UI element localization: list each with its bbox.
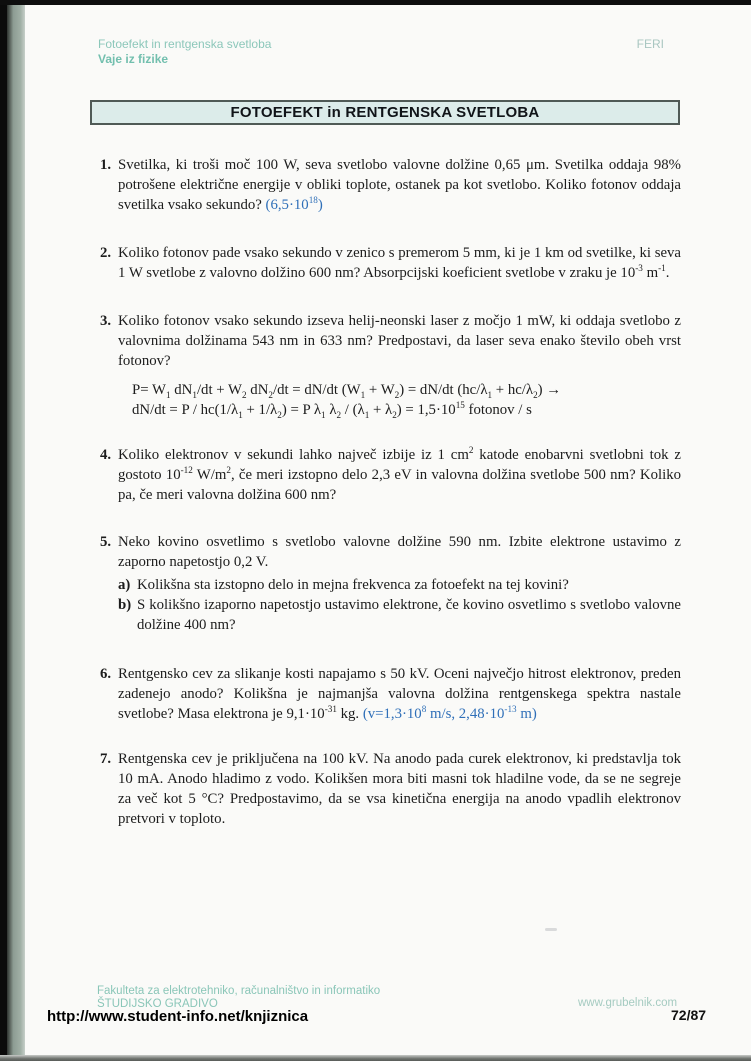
problem-text: Koliko fotonov pade vsako sekundo v zenico s premerom 5 mm, ki je 1 km od svetilke, ki seva 1 W svetlobe z valovno dolžino 600 nm? Absorpcijski koeficient svetlobe v zraku je $10^{-3}$ $m^{-1}$. <box>118 245 681 281</box>
subitem-label: b) <box>118 597 132 613</box>
problem-2 <box>100 243 681 283</box>
problem-number: 7. <box>100 751 112 767</box>
problem-number: 2. <box>100 245 112 261</box>
problem-number: 1. <box>100 157 112 173</box>
problem-4 <box>100 445 681 505</box>
subitem-label: a) <box>118 577 131 593</box>
scan-frame-left <box>0 0 7 1061</box>
footer-site: www.grubelnik.com <box>578 997 678 1009</box>
problem-5-subitem-a <box>118 575 681 595</box>
problem-text: Koliko fotonov vsako sekundo izseva helij-neonski laser z močjo 1 mW, ki oddaja svetlobo z valovnima dolžinama 543 nm in 633 nm? Predpostavi, da laser seva enako število obeh vrst fotonov? <box>118 313 681 369</box>
page-number: 72/87 <box>671 1007 707 1023</box>
problem-list <box>100 155 681 829</box>
problem-number: 3. <box>100 313 112 329</box>
problem-1 <box>100 155 681 215</box>
page-header <box>98 37 664 66</box>
formula-line: $dN/dt = P / hc(1/\lambda_1 + 1/\lambda_2) = P$ $\lambda_1$ $\lambda_2 / (\lambda_1 + \lambda_2) = 1,5\cdot 10^{15}$ fotonov / s <box>132 400 532 420</box>
footer-faculty: Fakulteta za elektrotehniko, računalništvo in informatiko <box>97 985 381 997</box>
scan-smudge <box>545 928 557 931</box>
problem-5-subitem-b <box>118 595 681 635</box>
problem-6 <box>100 664 681 724</box>
formula-line: $P= W_1$ $dN_1/dt + W_2$ $dN_2/dt = dN/dt$ $(W_1 + W_2) = dN/dt$ $(hc/\lambda_1 + hc/\lambda_2)$ → <box>132 382 562 400</box>
problem-number: 6. <box>100 666 112 682</box>
header-institution: FERI <box>636 37 664 51</box>
scan-frame-bottom <box>0 1055 751 1061</box>
problem-number: 4. <box>100 447 112 463</box>
problem-3-solution-formula <box>132 380 681 420</box>
problem-text: Rentgenska cev je priključena na 100 kV. Na anodo pada curek elektronov, ki predstavlja tok 10 mA. Anodo hladimo z vodo. Kolikšen mora biti masni tok hladilne vode, da se ne segreje za več kot 5 °C? Predpostavimo, da se vsa kinetična energija na anodo vpadlih elektronov pretvori v toploto. <box>118 751 681 827</box>
page-title: FOTOEFEKT in RENTGENSKA SVETLOBA <box>90 100 680 125</box>
problem-text: Rentgensko cev za slikanje kosti napajamo s 50 kV. Oceni največjo hitrost elektronov, preden zadenejo anodo? Kolikšna je najmanjša valovna dolžina rentgenskega spektra nastale svetlobe? Masa elektrona je $9,1\cdot 10^{-31}$ kg. ($v=1,3\cdot 10^8$ m/s, $2,48\cdot 10^{-13}$ m) <box>118 666 681 722</box>
problem-7 <box>100 749 681 829</box>
header-subject: Fotoefekt in rentgenska svetloba <box>98 37 272 51</box>
problem-3 <box>100 311 681 371</box>
problem-number: 5. <box>100 534 112 550</box>
problem-text: Koliko elektronov v sekundi lahko največ izbije iz 1 $cm^2$ katode enobarvni svetlobni tok z gostoto $10^{-12}$ $W/m^2$, če meri izstopno delo 2,3 eV in valovna dolžina svetlobe 500 nm? Koliko pa, če meri valovna dolžina 600 nm? <box>118 445 681 503</box>
footer-gradivo: ŠTUDIJSKO GRADIVO <box>97 998 218 1010</box>
footer-url: http://www.student-info.net/knjiznica <box>47 1008 309 1025</box>
header-course: Vaje iz fizike <box>98 52 169 66</box>
subitem-text: S kolikšno izaporno napetostjo ustavimo elektrone, če kovino osvetlimo s svetlobo valovne dolžine 400 nm? <box>137 597 681 633</box>
subitem-text: Kolikšna sta izstopno delo in mejna frekvenca za fotoefekt na tej kovini? <box>137 577 569 593</box>
problem-5 <box>100 532 681 572</box>
page-edge-shadow <box>7 0 25 1061</box>
scan-frame-top <box>0 0 751 5</box>
problem-text: Svetilka, ki troši moč 100 W, seva svetlobo valovne dolžine 0,65 μm. Svetilka oddaja 98% potrošene električne energije v obliki toplote, ostanek pa kot svetlobo. Koliko fotonov oddaja svetilka vsako sekundo? $(6,5\cdot 10^{18})$ <box>118 157 681 213</box>
problem-text: Neko kovino osvetlimo s svetlobo valovne dolžine 590 nm. Izbite elektrone ustavimo z zaporno napetostjo 0,2 V. <box>118 534 681 570</box>
